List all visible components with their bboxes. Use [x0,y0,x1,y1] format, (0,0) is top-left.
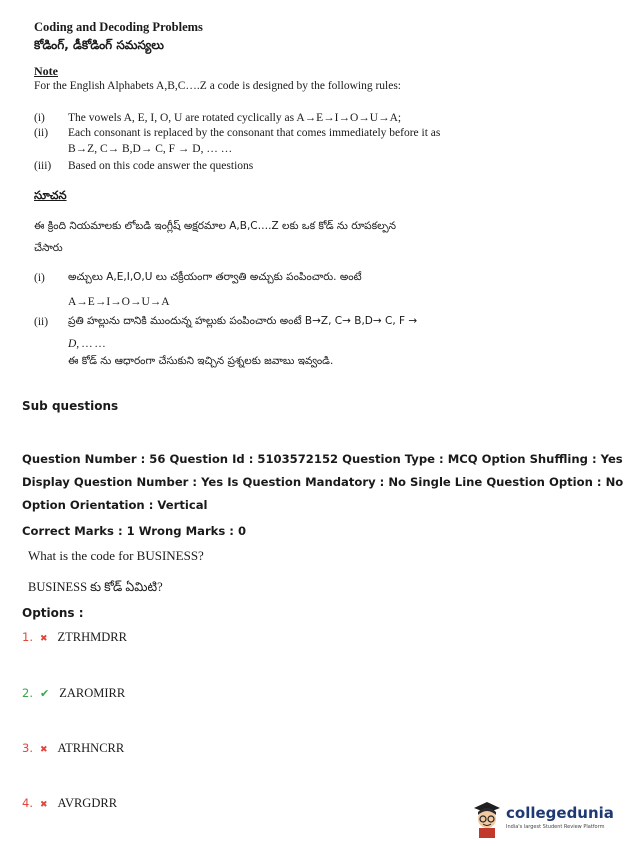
option-item[interactable] [22,684,125,702]
rule-text: అచ్చులు A,E,I,O,U లు చక్రీయంగా తర్వాతి అచ్చుకు పంపించారు. అంటే [68,271,362,283]
rule-text: ఈ కోడ్ ను ఆధారంగా చేసుకుని ఇచ్చిన ప్రశ్నలకు జవాబు ఇవ్వండి. [68,355,334,367]
collegedunia-logo [470,798,614,838]
option-number: 4. [22,796,33,810]
question-meta-line: Option Orientation : Vertical [22,498,208,512]
question-text: What is the code for BUSINESS? [28,548,204,563]
option-text: ATRHNCRR [57,741,125,755]
page-title-telugu: కోడింగ్, డీకోడింగ్ సమస్యలు [34,38,164,52]
cross-icon: ✖ [39,745,48,755]
page-title: Coding and Decoding Problems [34,20,203,34]
option-number: 3. [22,741,33,755]
suchana-intro: ఈ క్రింది నియమాలకు లోబడి ఇంగ్లీష్ అక్షరమాల A,B,C….Z లకు ఒక కోడ్ ను రూపకల్పన [34,220,396,232]
logo-brand: collegedunia [506,804,614,822]
option-item[interactable] [22,628,127,646]
check-icon: ✔ [39,687,50,700]
logo-tagline: India's largest Student Review Platform [506,824,605,830]
cross-icon: ✖ [39,634,48,644]
question-meta-line: Question Number : 56 Question Id : 5103572152 Question Type : MCQ Option Shuffling : Yes [22,452,623,466]
option-text: AVRGDRR [57,796,118,810]
marks-line: Correct Marks : 1 Wrong Marks : 0 [22,524,247,538]
sub-questions-label: Sub questions [22,399,119,413]
rule-text: B→Z, C→ B,D→ C, F → D, … … [68,143,233,155]
option-number: 1. [22,630,33,644]
rule-number: (ii) [34,127,49,139]
rule-number: (iii) [34,160,52,172]
options-label: Options : [22,606,84,620]
rule-text: ప్రతి హల్లును దానికి ముందున్న హల్లుకు పంపించారు అంటే B→Z, C→ B,D→ C, F → [68,315,418,327]
mascot-icon [470,798,504,838]
option-number: 2. [22,686,33,700]
question-text-telugu: BUSINESS కు కోడ్ ఏమిటి? [28,580,163,594]
rule-text: D, … … [68,338,106,350]
option-item[interactable] [22,739,124,757]
option-item[interactable] [22,794,117,812]
option-text: ZAROMIRR [59,686,126,700]
rule-number: (i) [34,112,45,124]
rule-number: (ii) [34,316,49,328]
rule-number: (i) [34,272,45,284]
suchana-heading: సూచన [34,188,67,202]
rule-text: A→E→I→O→U→A [68,296,170,308]
rule-text: The vowels A, E, I, O, U are rotated cyclically as A→E→I→O→U→A; [68,112,402,124]
option-text: ZTRHMDRR [57,630,127,644]
question-meta-line: Display Question Number : Yes Is Question Mandatory : No Single Line Question Option : No [22,475,623,489]
rule-text: Each consonant is replaced by the consonant that comes immediately before it as [68,127,441,139]
suchana-intro: చేసారు [34,242,63,254]
rule-text: Based on this code answer the questions [68,160,254,172]
note-intro: For the English Alphabets A,B,C….Z a code is designed by the following rules: [34,80,402,92]
cross-icon: ✖ [39,800,48,810]
note-heading: Note [34,64,58,78]
